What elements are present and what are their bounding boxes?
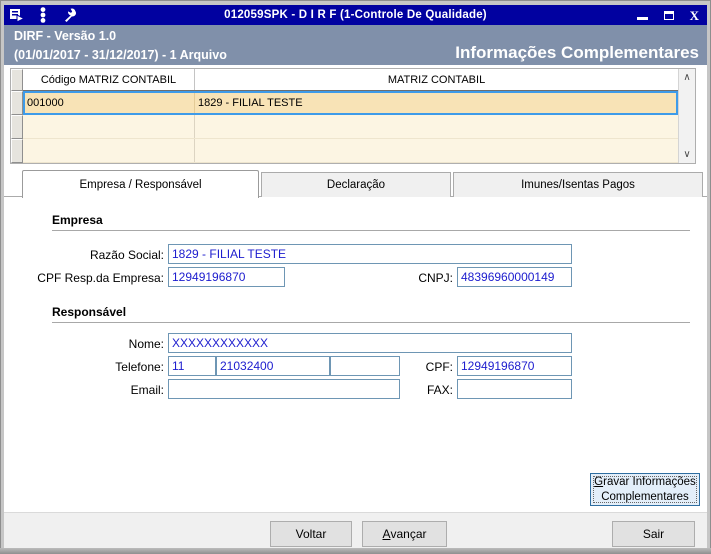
titlebar[interactable] — [4, 5, 707, 25]
row-selector — [11, 139, 23, 163]
cell-codigo: 001000 — [25, 93, 195, 113]
responsavel-section-title: Responsável — [52, 305, 690, 323]
voltar-button[interactable]: Voltar — [270, 521, 352, 547]
grid-row-selector-column — [11, 69, 23, 163]
grid-scrollbar[interactable] — [678, 69, 695, 163]
scroll-down-icon[interactable]: ∨ — [683, 149, 691, 160]
period-info: (01/01/2017 - 31/12/2017) - 1 Arquivo — [14, 47, 227, 62]
traffic-light-icon[interactable] — [35, 8, 51, 23]
cpf-resp-empresa-label: CPF Resp.da Empresa: — [37, 271, 164, 285]
cnpj-field[interactable] — [457, 267, 572, 287]
cpf-resp-empresa-field[interactable] — [168, 267, 285, 287]
grid-header-row — [23, 69, 678, 91]
sair-button[interactable]: Sair — [612, 521, 695, 547]
fax-label: FAX: — [426, 383, 453, 397]
telefone-label: Telefone: — [115, 360, 164, 374]
email-field[interactable] — [168, 379, 400, 399]
content-area — [4, 65, 707, 512]
minimize-icon[interactable] — [637, 17, 648, 20]
col-header-codigo: Código MATRIZ CONTABIL — [23, 69, 195, 90]
window-title: 012059SPK - D I R F (1-Controle De Qualidade) — [224, 9, 487, 21]
avancar-button[interactable]: A vançar — [362, 521, 447, 547]
fax-field[interactable] — [457, 379, 572, 399]
bottom-bar — [4, 512, 707, 548]
close-icon[interactable]: X — [689, 7, 699, 23]
email-label: Email: — [130, 383, 164, 397]
telefone-ddd-field[interactable] — [168, 356, 216, 376]
window-frame-bottom — [0, 548, 711, 554]
cpf-label: CPF: — [425, 360, 453, 374]
table-row-selected[interactable] — [23, 91, 678, 115]
row-selector[interactable] — [11, 91, 23, 115]
row-selector — [11, 115, 23, 139]
tab-empresa-responsavel[interactable]: Empresa / Responsável — [22, 170, 259, 198]
gravar-informacoes-complementares-button[interactable]: Gravar Informações Complementares — [590, 473, 700, 506]
tab-declaracao[interactable]: Declaração — [261, 172, 451, 197]
razao-social-field[interactable] — [168, 244, 572, 264]
table-row — [23, 139, 678, 163]
nome-field[interactable] — [168, 333, 572, 353]
cnpj-label: CNPJ: — [418, 271, 453, 285]
table-row — [23, 115, 678, 139]
grid-corner-cell — [11, 69, 23, 91]
app-version: DIRF - Versão 1.0 — [14, 29, 117, 43]
empresa-section-title: Empresa — [52, 213, 690, 231]
wrench-icon[interactable] — [61, 8, 77, 23]
tab-strip — [4, 170, 707, 197]
nome-label: Nome: — [128, 337, 164, 351]
exit-icon[interactable] — [9, 8, 25, 23]
scroll-up-icon[interactable]: ∧ — [683, 72, 691, 83]
cpf-field[interactable] — [457, 356, 572, 376]
page-title: Informações Complementares — [455, 43, 699, 62]
col-header-matriz: MATRIZ CONTABIL — [387, 73, 486, 86]
matriz-grid — [10, 68, 696, 164]
app-header — [4, 25, 707, 65]
cell-matriz: 1829 - FILIAL TESTE — [198, 97, 303, 109]
razao-social-label: Razão Social: — [89, 248, 164, 262]
maximize-icon[interactable] — [664, 11, 674, 20]
tab-imunes-isentas-pagos[interactable]: Imunes/Isentas Pagos — [453, 172, 703, 197]
telefone-numero-field[interactable] — [216, 356, 330, 376]
